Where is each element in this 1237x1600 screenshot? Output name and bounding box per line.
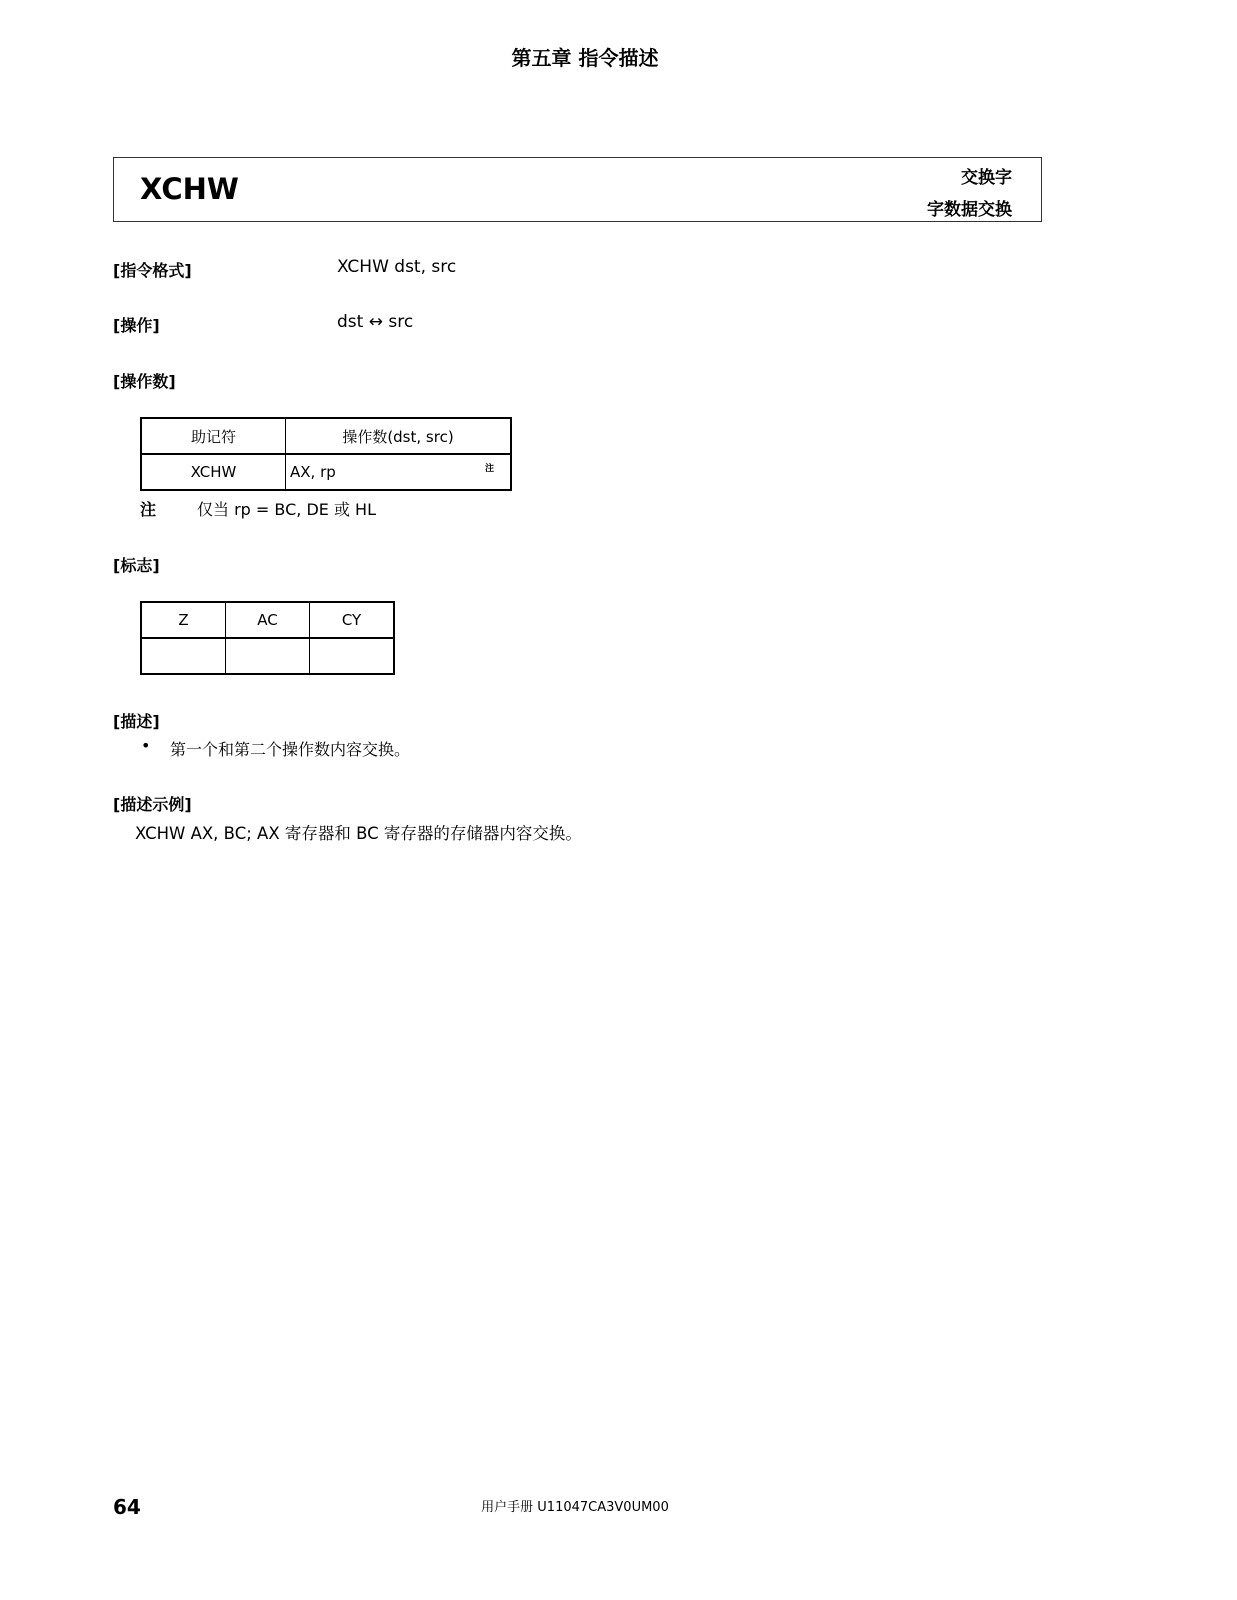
example-label: [描述示例] bbox=[113, 795, 192, 814]
instruction-subtitle-1: 交换字 bbox=[961, 168, 1012, 188]
bullet-icon: • bbox=[141, 736, 151, 755]
note-mark: 注 bbox=[484, 464, 494, 474]
description-label: [描述] bbox=[113, 712, 160, 731]
page-number: 64 bbox=[113, 1495, 141, 1519]
operation-label: [操作] bbox=[113, 316, 160, 335]
flags-table bbox=[140, 601, 395, 675]
table-header-row bbox=[141, 418, 511, 454]
operands-table bbox=[140, 417, 512, 491]
operation-value: dst ↔ src bbox=[337, 312, 414, 332]
flag-cy-header: CY bbox=[310, 602, 395, 638]
table-row bbox=[141, 454, 511, 490]
format-label: [指令格式] bbox=[113, 261, 192, 280]
instruction-mnemonic: XCHW bbox=[140, 172, 239, 206]
header-operand: 操作数(dst, src) bbox=[286, 418, 512, 454]
note-text: 仅当 rp = BC, DE 或 HL bbox=[197, 500, 376, 519]
operand-text: AX, rp bbox=[290, 463, 336, 481]
cell-mnemonic: XCHW bbox=[141, 454, 286, 490]
manual-id: 用户手册 U11047CA3V0UM00 bbox=[481, 1500, 669, 1515]
example-text: XCHW AX, BC; AX 寄存器和 BC 寄存器的存储器内容交换。 bbox=[135, 824, 582, 843]
note-label: 注 bbox=[140, 500, 157, 519]
flag-cy-value bbox=[310, 638, 395, 674]
instruction-subtitle-2: 字数据交换 bbox=[927, 200, 1012, 220]
operands-label: [操作数] bbox=[113, 372, 176, 391]
flags-label: [标志] bbox=[113, 556, 160, 575]
flag-z-value bbox=[141, 638, 226, 674]
flag-z-header: Z bbox=[141, 602, 226, 638]
flags-value-row bbox=[141, 638, 394, 674]
flags-header-row bbox=[141, 602, 394, 638]
description-item: 第一个和第二个操作数内容交换。 bbox=[170, 740, 411, 759]
chapter-header: 第五章 指令描述 bbox=[511, 46, 659, 70]
instruction-title-box bbox=[113, 157, 1042, 222]
flag-ac-header: AC bbox=[226, 602, 310, 638]
flag-ac-value bbox=[226, 638, 310, 674]
cell-operand bbox=[286, 454, 512, 490]
header-mnemonic: 助记符 bbox=[141, 418, 286, 454]
format-value: XCHW dst, src bbox=[337, 257, 457, 277]
